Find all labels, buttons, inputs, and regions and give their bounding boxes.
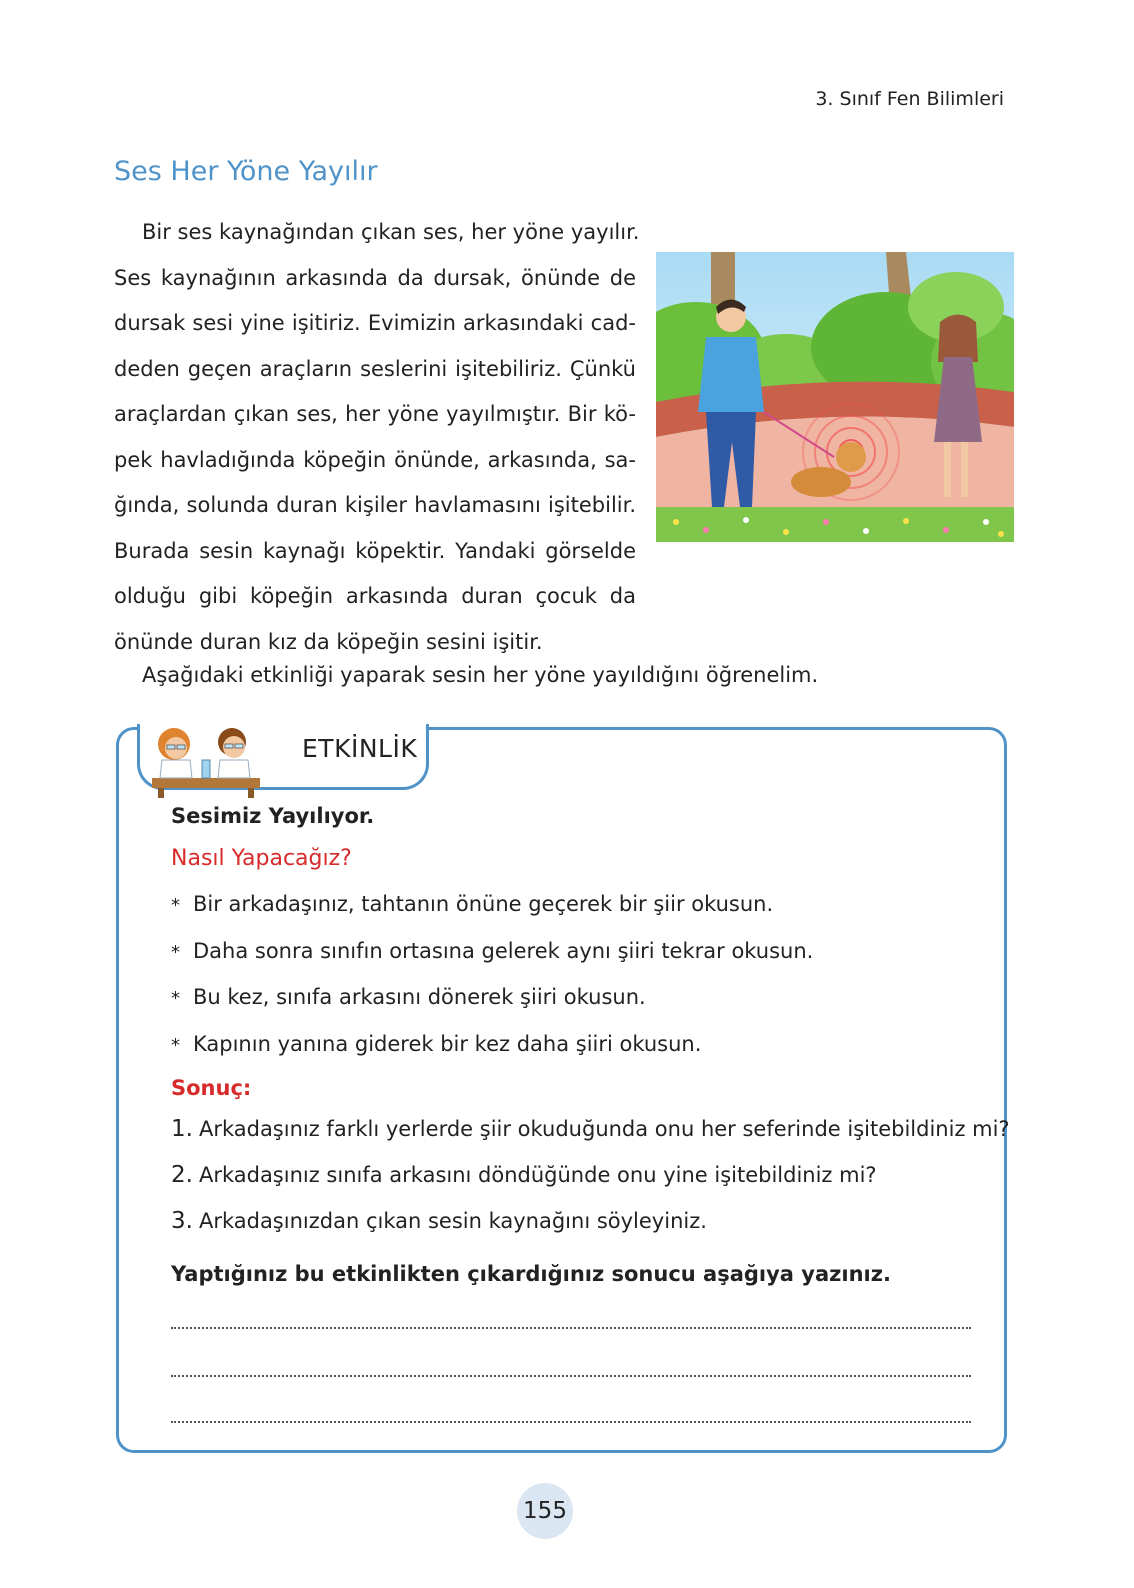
paragraph-line: Bir ses kaynağından çıkan ses, her yöne yayılır. — [142, 220, 640, 244]
result-heading: Sonuç: — [171, 1076, 252, 1100]
steps-list — [171, 892, 813, 1078]
howto-heading: Nasıl Yapacağız? — [171, 846, 352, 871]
writing-instruction: Yaptığınız bu etkinlikten çıkardığınız sonucu aşağıya yazınız. — [171, 1262, 891, 1286]
step-text: Bu kez, sınıfa arkasını dönerek şiiri okusun. — [193, 985, 646, 1009]
step-text: Daha sonra sınıfın ortasına gelerek aynı şiiri tekrar okusun. — [193, 938, 814, 963]
list-item — [171, 1162, 1010, 1208]
list-item — [171, 1032, 813, 1079]
header-subject: 3. Sınıf Fen Bilimleri — [815, 88, 1004, 110]
list-item — [171, 1208, 1010, 1254]
question-text: Arkadaşınızdan çıkan sesin kaynağını söyleyiniz. — [198, 1209, 707, 1233]
question-number: 3. — [171, 1208, 193, 1234]
section-title: Ses Her Yöne Yayılır — [114, 156, 378, 187]
scientist-kids-illustration — [146, 720, 266, 798]
paragraph-line: pek havladığında köpeğin önünde, arkasında, sa- — [114, 447, 636, 472]
list-item — [171, 985, 813, 1032]
question-text: Arkadaşınız sınıfa arkasını döndüğünde onu yine işitebildiniz mi? — [198, 1163, 877, 1187]
step-text: Kapının yanına giderek bir kez daha şiiri okusun. — [193, 1031, 702, 1056]
question-number: 1. — [171, 1116, 193, 1142]
step-text: Bir arkadaşınız, tahtanın önüne geçerek bir şiir okusun. — [193, 892, 774, 916]
answer-line[interactable] — [171, 1421, 971, 1423]
activity-intro-line: Aşağıdaki etkinliği yaparak sesin her yöne yayıldığını öğrenelim. — [142, 663, 819, 687]
paragraph-line: ğında, solunda duran kişiler havlamasını işitebilir. — [114, 493, 636, 517]
list-item — [171, 939, 813, 986]
list-item — [171, 1116, 1010, 1162]
paragraph-line: araçlardan çıkan ses, her yöne yayılmıştır. Bir kö- — [114, 402, 636, 426]
list-item — [171, 892, 813, 939]
answer-line[interactable] — [171, 1327, 971, 1329]
paragraph-line: Burada sesin kaynağı köpektir. Yandaki görselde — [114, 538, 636, 563]
paragraph-line: önünde duran kız da köpeğin sesini işitir. — [114, 629, 543, 654]
paragraph-line: Ses kaynağının arkasında da dursak, önünde de — [114, 265, 636, 290]
paragraph-line: deden geçen araçların seslerini işitebiliriz. Çünkü — [114, 356, 636, 381]
bullet-icon: * — [171, 895, 180, 916]
page-number: 155 — [517, 1483, 573, 1539]
park-illustration — [656, 252, 1014, 542]
body-paragraph — [114, 210, 640, 665]
question-number: 2. — [171, 1162, 193, 1188]
activity-title: Sesimiz Yayılıyor. — [171, 804, 375, 828]
bullet-icon: * — [171, 988, 180, 1009]
paragraph-line: olduğu gibi köpeğin arkasında duran çocuk da — [114, 584, 636, 608]
paragraph-line: dursak sesi yine işitiriz. Evimizin arkasındaki cad- — [114, 311, 636, 335]
questions-list — [171, 1116, 1010, 1254]
bullet-icon: * — [171, 941, 180, 963]
question-text: Arkadaşınız farklı yerlerde şiir okuduğunda onu her seferinde işitebildiniz mi? — [198, 1117, 1010, 1141]
bullet-icon: * — [171, 1034, 180, 1056]
answer-line[interactable] — [171, 1375, 971, 1377]
activity-label: ETKİNLİK — [302, 734, 418, 763]
